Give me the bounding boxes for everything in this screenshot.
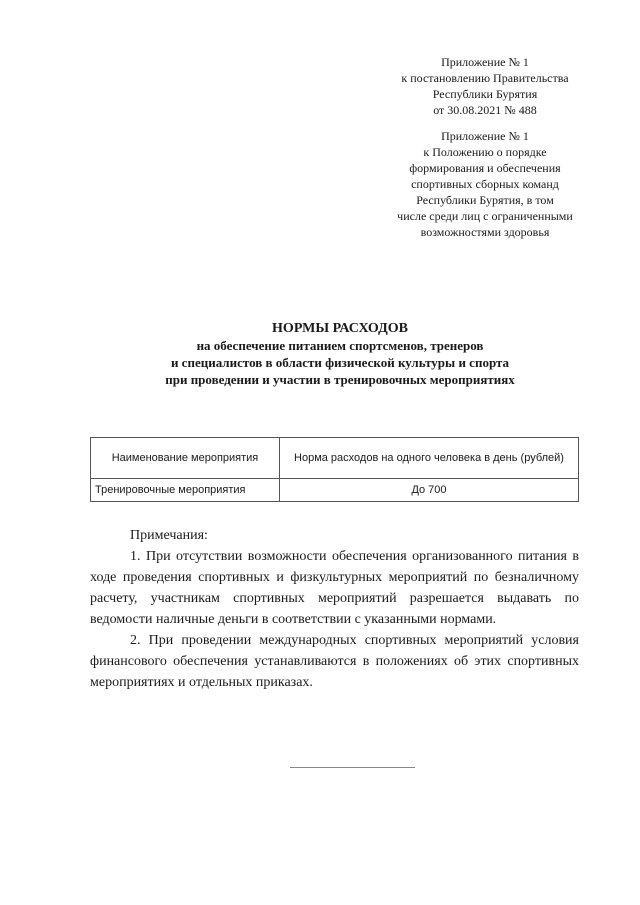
appendix-1-line: Приложение № 1 bbox=[441, 55, 529, 69]
appendix-2-header bbox=[380, 128, 590, 240]
note-item: 2. При проведении международных спортивных мероприятий условия финансового обеспечения устанавливаются в положениях об этих спортивных мероприятиях и отдельных приказах. bbox=[90, 633, 579, 690]
appendix-2-line: Республики Бурятия, в том bbox=[416, 193, 554, 207]
appendix-2-line: числе среди лиц с ограниченными bbox=[397, 209, 573, 223]
notes-label: Примечания: bbox=[130, 528, 208, 543]
appendix-2-line: формирования и обеспечения bbox=[409, 161, 561, 175]
table-header-event: Наименование мероприятия bbox=[91, 438, 280, 479]
footer-separator bbox=[290, 767, 415, 768]
title-main: НОРМЫ РАСХОДОВ bbox=[272, 321, 408, 336]
appendix-1-line: от 30.08.2021 № 488 bbox=[433, 103, 537, 117]
appendix-2-line: к Положению о порядке bbox=[423, 145, 547, 159]
note-item: 1. При отсутствии возможности обеспечения организованного питания в ходе проведения спортивных и физкультурных мероприятий по безналичному расчету, участникам спортивных мероприятий разрешается выдавать по ведомости наличные деньги в соответствии с указанными нормами. bbox=[90, 549, 579, 627]
table-cell-event: Тренировочные мероприятия bbox=[91, 479, 280, 502]
title-line: при проведении и участии в тренировочных мероприятиях bbox=[165, 372, 515, 387]
title-line: на обеспечение питанием спортсменов, тренеров bbox=[196, 338, 484, 353]
appendix-2-line: Приложение № 1 bbox=[441, 129, 529, 143]
appendix-1-header bbox=[380, 54, 590, 118]
appendix-2-line: возможностями здоровья bbox=[420, 225, 550, 239]
table-row bbox=[91, 479, 579, 502]
table-cell-norm: До 700 bbox=[280, 479, 579, 502]
notes-section bbox=[90, 525, 579, 693]
title-line: и специалистов в области физической культуры и спорта bbox=[170, 355, 510, 370]
appendix-1-line: Республики Бурятия bbox=[432, 87, 538, 101]
table-header-norm: Норма расходов на одного человека в день (рублей) bbox=[280, 438, 579, 479]
table-header-row bbox=[91, 438, 579, 479]
document-title bbox=[90, 320, 590, 388]
norms-table bbox=[90, 437, 579, 502]
appendix-2-line: спортивных сборных команд bbox=[411, 177, 559, 191]
appendix-1-line: к постановлению Правительства bbox=[401, 71, 569, 85]
